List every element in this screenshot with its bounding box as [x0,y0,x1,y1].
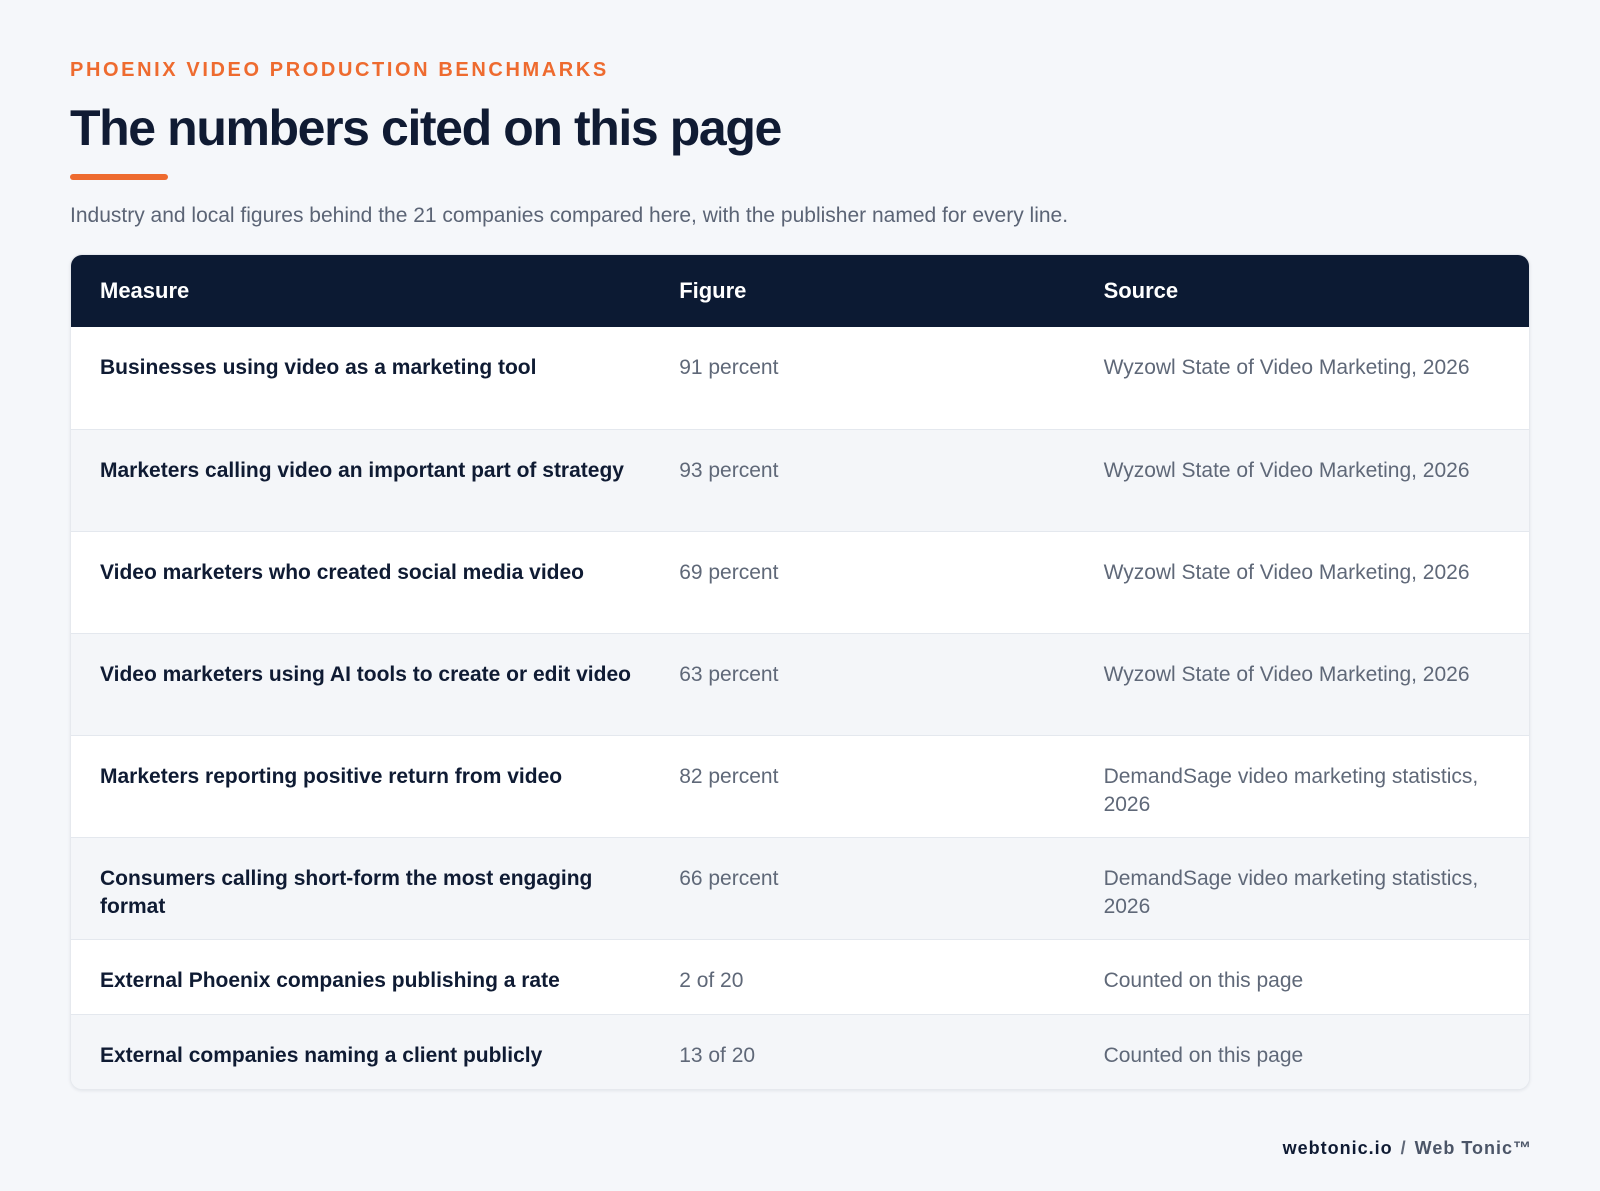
title-accent-bar [70,174,168,180]
measure-cell: Businesses using video as a marketing tool [100,356,537,379]
measure-cell: Marketers calling video an important part of strategy [100,459,624,482]
table-body [71,327,1529,1089]
table-row [71,531,1529,633]
table-row [71,939,1529,1014]
footer-brand: Web Tonic™ [1414,1138,1532,1158]
benchmarks-table [70,254,1530,1090]
measure-cell: Video marketers using AI tools to create or edit video [100,663,631,686]
footer-attribution [1283,1137,1532,1159]
source-cell: Wyzowl State of Video Marketing, 2026 [1103,459,1470,482]
footer-domain: webtonic.io [1282,1138,1393,1158]
source-cell: Wyzowl State of Video Marketing, 2026 [1103,561,1470,584]
column-header-figure: Figure [679,278,747,303]
measure-cell: Consumers calling short-form the most engaging format [100,867,593,918]
column-header-measure: Measure [100,278,190,303]
figure-cell: 66 percent [679,867,779,890]
table-row [71,1014,1529,1089]
figure-cell: 2 of 20 [679,969,744,992]
table-row [71,633,1529,735]
footer-separator: / [1400,1138,1407,1158]
table-header-row [71,255,1529,327]
figure-cell: 63 percent [679,663,779,686]
figure-cell: 93 percent [679,459,779,482]
page-subtitle: Industry and local figures behind the 21 companies compared here, with the publisher named for every line. [70,204,1069,227]
measure-cell: External companies naming a client publicly [100,1044,543,1067]
source-cell: DemandSage video marketing statistics, 2026 [1103,765,1479,816]
figure-cell: 13 of 20 [679,1044,756,1067]
source-cell: Wyzowl State of Video Marketing, 2026 [1103,663,1470,686]
source-cell: DemandSage video marketing statistics, 2026 [1103,867,1479,918]
table-row [71,327,1529,429]
measure-cell: Video marketers who created social media video [100,561,584,584]
source-cell: Counted on this page [1103,969,1304,992]
figure-cell: 69 percent [679,561,779,584]
measure-cell: Marketers reporting positive return from video [100,765,563,788]
figure-cell: 82 percent [679,765,779,788]
figure-cell: 91 percent [679,356,779,379]
benchmarks-page [70,58,1530,1090]
eyebrow-label: PHOENIX VIDEO PRODUCTION BENCHMARKS [70,59,609,81]
table-row [71,837,1529,939]
table-row [71,735,1529,837]
source-cell: Counted on this page [1103,1044,1304,1067]
measure-cell: External Phoenix companies publishing a rate [100,969,560,992]
table-row [71,429,1529,531]
page-title: The numbers cited on this page [70,100,781,156]
column-header-source: Source [1103,278,1179,303]
source-cell: Wyzowl State of Video Marketing, 2026 [1103,356,1470,379]
